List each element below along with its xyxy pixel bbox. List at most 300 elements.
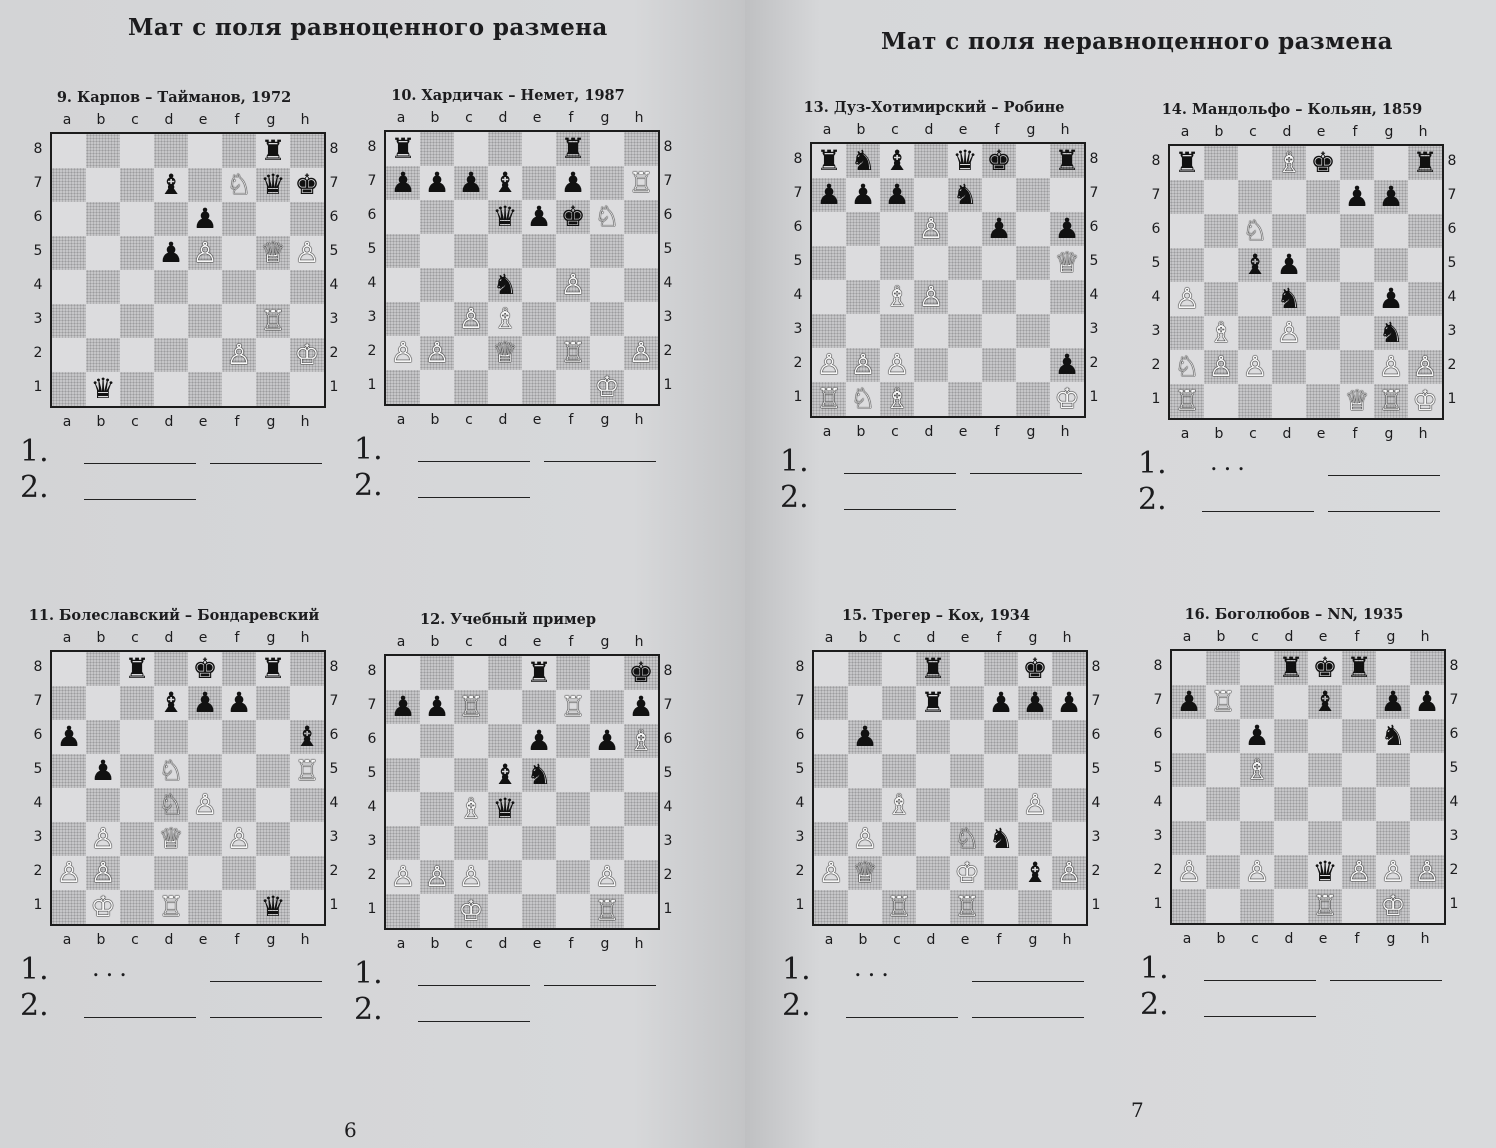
board-square <box>1408 350 1442 384</box>
board-square <box>1410 855 1444 889</box>
rank-label: 2 <box>367 343 377 359</box>
file-label: e <box>532 936 542 952</box>
rank-label: 5 <box>367 765 377 781</box>
board-square <box>522 690 556 724</box>
black-rook-icon: ♜ <box>260 652 286 685</box>
chess-board <box>1168 144 1444 420</box>
board-square <box>386 690 420 724</box>
board-square <box>812 348 846 382</box>
board-square <box>556 370 590 404</box>
white-pawn-icon: ♙ <box>56 856 82 889</box>
board-square <box>814 754 848 788</box>
board-square <box>454 234 488 268</box>
page-number: 6 <box>344 1118 357 1142</box>
board-square <box>256 202 290 236</box>
rank-label: 1 <box>663 901 673 917</box>
board-square <box>624 302 658 336</box>
rank-label: 4 <box>367 799 377 815</box>
white-pawn-icon: ♙ <box>192 236 218 269</box>
white-rook-icon: ♖ <box>560 690 586 723</box>
board-square <box>454 690 488 724</box>
board-square <box>1342 889 1376 923</box>
file-label: e <box>958 122 968 138</box>
board-square <box>590 302 624 336</box>
answer-row-2 <box>14 470 344 506</box>
board-square <box>1206 685 1240 719</box>
board-square <box>52 686 86 720</box>
file-label: g <box>600 936 610 952</box>
move-number: 2. <box>20 470 49 505</box>
board-square <box>488 758 522 792</box>
board-square <box>948 382 982 416</box>
file-label: f <box>568 412 574 428</box>
board-square <box>590 370 624 404</box>
board-square <box>120 788 154 822</box>
file-label: g <box>266 112 276 128</box>
file-label: g <box>266 414 276 430</box>
file-label: b <box>856 424 866 440</box>
rank-label: 5 <box>33 243 43 259</box>
black-knight-icon: ♞ <box>1378 316 1404 349</box>
file-label: g <box>600 110 610 126</box>
board-square <box>814 720 848 754</box>
file-label: b <box>96 630 106 646</box>
board-square <box>86 754 120 788</box>
file-label: g <box>1028 932 1038 948</box>
rank-label: 2 <box>33 345 43 361</box>
board-square <box>154 686 188 720</box>
board-square <box>256 134 290 168</box>
board-square <box>454 656 488 690</box>
answer-blank <box>84 463 196 464</box>
board-square <box>1050 280 1084 314</box>
game-caption: 16. Боголюбов – NN, 1935 <box>1184 606 1404 623</box>
file-label: b <box>858 630 868 646</box>
board-square <box>1172 787 1206 821</box>
black-pawn-icon: ♟ <box>560 166 586 199</box>
black-pawn-icon: ♟ <box>390 166 416 199</box>
answer-blank <box>1202 511 1314 512</box>
board-square <box>522 302 556 336</box>
board-square <box>1342 787 1376 821</box>
board-square <box>982 144 1016 178</box>
board-square <box>522 132 556 166</box>
board-square <box>454 166 488 200</box>
file-labels-top <box>50 628 322 648</box>
file-label: c <box>131 630 139 646</box>
rank-label: 6 <box>663 207 673 223</box>
board-square <box>1050 314 1084 348</box>
board-square <box>1206 719 1240 753</box>
board-square <box>52 304 86 338</box>
board-square <box>86 372 120 406</box>
board-square <box>590 336 624 370</box>
board-square <box>154 856 188 890</box>
board-square <box>950 822 984 856</box>
chess-diagram-10 <box>348 84 673 503</box>
rank-label: 7 <box>33 693 43 709</box>
board-square <box>154 754 188 788</box>
board-square <box>1306 282 1340 316</box>
file-label: c <box>131 414 139 430</box>
file-labels-bottom <box>1168 424 1440 444</box>
board-square <box>86 652 120 686</box>
chess-diagram-11 <box>14 604 339 1023</box>
board-square <box>522 792 556 826</box>
board-square <box>1050 348 1084 382</box>
white-pawn-icon: ♙ <box>884 348 910 381</box>
board-square <box>1206 651 1240 685</box>
board-square <box>386 132 420 166</box>
board-square <box>1170 180 1204 214</box>
board-square <box>488 370 522 404</box>
board-square <box>86 304 120 338</box>
chess-diagram-15 <box>776 604 1101 1023</box>
rank-label: 4 <box>367 275 377 291</box>
white-bishop-icon: ♗ <box>1244 753 1270 786</box>
board-square <box>522 370 556 404</box>
board-square <box>1170 384 1204 418</box>
board-square <box>846 144 880 178</box>
file-label: f <box>568 110 574 126</box>
board-square <box>590 894 624 928</box>
file-label: a <box>824 630 834 646</box>
board-square <box>222 652 256 686</box>
board-square <box>814 652 848 686</box>
file-label: h <box>300 414 310 430</box>
board-square <box>1410 651 1444 685</box>
board-square <box>982 280 1016 314</box>
board-square <box>488 690 522 724</box>
rank-labels-right <box>1442 144 1462 416</box>
board-square <box>420 690 454 724</box>
file-label: e <box>1318 629 1328 645</box>
rank-labels-left <box>28 132 48 404</box>
rank-label: 2 <box>1153 862 1163 878</box>
white-knight-icon: ♘ <box>158 788 184 821</box>
black-rook-icon: ♜ <box>526 656 552 689</box>
white-rook-icon: ♖ <box>628 166 654 199</box>
chess-diagram-9 <box>14 86 339 505</box>
white-pawn-icon: ♙ <box>1412 350 1438 383</box>
rank-labels-right <box>1086 650 1106 922</box>
board-square <box>120 856 154 890</box>
rank-label: 7 <box>1091 693 1101 709</box>
rank-label: 7 <box>1447 187 1457 203</box>
board-square <box>1240 787 1274 821</box>
rank-label: 4 <box>1449 794 1459 810</box>
board-square <box>488 132 522 166</box>
rank-label: 3 <box>1449 828 1459 844</box>
board-square <box>1374 214 1408 248</box>
board-square <box>1308 855 1342 889</box>
board-square <box>154 372 188 406</box>
board-square <box>488 268 522 302</box>
black-pawn-icon: ♟ <box>192 202 218 235</box>
board-square <box>846 178 880 212</box>
board-square <box>120 754 154 788</box>
rank-labels-right <box>1084 142 1104 414</box>
rank-label: 1 <box>1449 896 1459 912</box>
black-queen-icon: ♛ <box>260 890 286 923</box>
rank-label: 2 <box>1151 357 1161 373</box>
board-square <box>120 202 154 236</box>
black-pawn-icon: ♟ <box>1054 348 1080 381</box>
white-pawn-icon: ♙ <box>628 336 654 369</box>
board-square <box>914 246 948 280</box>
white-rook-icon: ♖ <box>594 894 620 927</box>
board-square <box>624 758 658 792</box>
rank-label: 3 <box>1151 323 1161 339</box>
board-square <box>386 166 420 200</box>
board-square <box>1340 180 1374 214</box>
board-square <box>624 132 658 166</box>
black-king-icon: ♚ <box>560 200 586 233</box>
board-square <box>222 754 256 788</box>
board-square <box>882 822 916 856</box>
board-square <box>420 336 454 370</box>
rank-label: 6 <box>367 731 377 747</box>
board-square <box>1306 316 1340 350</box>
board-square <box>386 860 420 894</box>
rank-label: 7 <box>1449 692 1459 708</box>
board-square <box>1408 282 1442 316</box>
board-square <box>624 792 658 826</box>
board-square <box>222 202 256 236</box>
board-square <box>1272 384 1306 418</box>
white-bishop-icon: ♗ <box>492 302 518 335</box>
board-square <box>812 178 846 212</box>
board-square <box>420 792 454 826</box>
board-square <box>52 338 86 372</box>
file-label: h <box>300 112 310 128</box>
white-pawn-icon: ♙ <box>852 822 878 855</box>
board-square <box>914 280 948 314</box>
board-square <box>188 754 222 788</box>
board-square <box>256 754 290 788</box>
white-king-icon: ♔ <box>954 856 980 889</box>
file-labels-bottom <box>384 410 656 430</box>
game-caption: 15. Трегер – Кох, 1934 <box>842 607 1030 624</box>
black-pawn-icon: ♟ <box>1056 686 1082 719</box>
white-king-icon: ♔ <box>1412 384 1438 417</box>
board-square <box>948 280 982 314</box>
black-king-icon: ♚ <box>294 168 320 201</box>
black-king-icon: ♚ <box>628 656 654 689</box>
board-square <box>1340 282 1374 316</box>
black-pawn-icon: ♟ <box>1244 719 1270 752</box>
rank-labels-left <box>1146 144 1166 416</box>
board-square <box>1274 821 1308 855</box>
board-square <box>290 270 324 304</box>
rank-label: 6 <box>793 219 803 235</box>
board-square <box>1172 889 1206 923</box>
board-square <box>256 372 290 406</box>
board-square <box>1340 146 1374 180</box>
board-square <box>846 246 880 280</box>
board-square <box>1376 855 1410 889</box>
white-pawn-icon: ♙ <box>850 348 876 381</box>
white-knight-icon: ♘ <box>954 822 980 855</box>
black-rook-icon: ♜ <box>920 652 946 685</box>
board-square <box>290 856 324 890</box>
board-square <box>880 314 914 348</box>
rank-label: 6 <box>1089 219 1099 235</box>
board-square <box>1374 350 1408 384</box>
board-square <box>188 720 222 754</box>
file-label: a <box>822 424 832 440</box>
file-labels-top <box>50 110 322 130</box>
board-square <box>1340 248 1374 282</box>
board-square <box>86 202 120 236</box>
board-square <box>1240 753 1274 787</box>
rank-label: 7 <box>329 175 339 191</box>
board-square <box>188 788 222 822</box>
rank-label: 7 <box>329 693 339 709</box>
rank-label: 5 <box>793 253 803 269</box>
board-square <box>984 856 1018 890</box>
board-square <box>86 720 120 754</box>
file-label: f <box>568 634 574 650</box>
rank-label: 5 <box>1089 253 1099 269</box>
rank-labels-right <box>324 650 344 922</box>
black-rook-icon: ♜ <box>1278 651 1304 684</box>
black-rook-icon: ♜ <box>920 686 946 719</box>
board-square <box>454 792 488 826</box>
board-square <box>1050 382 1084 416</box>
file-label: e <box>532 110 542 126</box>
file-label: h <box>1418 124 1428 140</box>
board-square <box>222 304 256 338</box>
board-square <box>914 178 948 212</box>
rank-label: 2 <box>329 863 339 879</box>
board-square <box>848 822 882 856</box>
white-bishop-icon: ♗ <box>628 724 654 757</box>
board-square <box>52 788 86 822</box>
board-square <box>256 270 290 304</box>
board-square <box>1050 246 1084 280</box>
board-square <box>222 856 256 890</box>
file-label: h <box>1420 931 1430 947</box>
board-square <box>290 372 324 406</box>
board-square <box>222 686 256 720</box>
white-bishop-icon: ♗ <box>1276 146 1302 179</box>
board-square <box>86 236 120 270</box>
board-square <box>154 822 188 856</box>
game-caption: 11. Болеславский – Бондаревский <box>28 607 320 624</box>
white-queen-icon: ♕ <box>158 822 184 855</box>
board-square <box>1016 280 1050 314</box>
rank-label: 1 <box>793 389 803 405</box>
board-square <box>556 268 590 302</box>
white-queen-icon: ♕ <box>852 856 878 889</box>
board-square <box>188 686 222 720</box>
rank-label: 5 <box>1151 255 1161 271</box>
board-square <box>386 792 420 826</box>
board-square <box>916 754 950 788</box>
black-pawn-icon: ♟ <box>458 166 484 199</box>
board-square <box>1240 685 1274 719</box>
board-square <box>454 860 488 894</box>
file-label: h <box>634 110 644 126</box>
board-square <box>882 720 916 754</box>
board-square <box>1018 822 1052 856</box>
board-square <box>1306 180 1340 214</box>
board-square <box>1408 180 1442 214</box>
board-square <box>814 890 848 924</box>
board-square <box>950 890 984 924</box>
black-queen-icon: ♛ <box>260 168 286 201</box>
board-square <box>1238 282 1272 316</box>
answer-blank <box>418 985 530 986</box>
rank-label: 4 <box>663 799 673 815</box>
white-pawn-icon: ♙ <box>918 212 944 245</box>
board-square <box>948 246 982 280</box>
chess-board <box>384 654 660 930</box>
file-label: a <box>62 630 72 646</box>
board-square <box>1410 685 1444 719</box>
white-rook-icon: ♖ <box>1312 889 1338 922</box>
file-label: a <box>1182 629 1192 645</box>
board-square <box>624 860 658 894</box>
board-square <box>188 304 222 338</box>
board-square <box>846 280 880 314</box>
board-square <box>52 134 86 168</box>
answer-row-2 <box>14 988 344 1024</box>
black-rook-icon: ♜ <box>1412 146 1438 179</box>
rank-labels-left <box>790 650 810 922</box>
white-pawn-icon: ♙ <box>90 856 116 889</box>
file-labels-bottom <box>810 422 1082 442</box>
board-square <box>154 236 188 270</box>
rank-label: 7 <box>663 173 673 189</box>
file-label: a <box>1182 931 1192 947</box>
board-square <box>1016 144 1050 178</box>
black-rook-icon: ♜ <box>124 652 150 685</box>
board-square <box>1170 350 1204 384</box>
board-square <box>386 268 420 302</box>
answer-row-2 <box>1132 482 1462 518</box>
file-label: d <box>924 122 934 138</box>
board-square <box>624 724 658 758</box>
board-square <box>624 166 658 200</box>
file-label: c <box>891 122 899 138</box>
board-square <box>1376 889 1410 923</box>
board-square <box>1052 890 1086 924</box>
board-square <box>950 788 984 822</box>
board-square <box>1340 384 1374 418</box>
white-knight-icon: ♘ <box>158 754 184 787</box>
move-number: 2. <box>354 468 383 503</box>
board-square <box>1240 651 1274 685</box>
ellipsis: ... <box>854 954 895 982</box>
rank-label: 8 <box>793 151 803 167</box>
file-labels-bottom <box>384 934 656 954</box>
black-bishop-icon: ♝ <box>1312 685 1338 718</box>
board-square <box>948 144 982 178</box>
move-number: 1. <box>354 956 383 991</box>
board-square <box>52 202 86 236</box>
answer-lines <box>348 956 678 1028</box>
rank-label: 6 <box>1449 726 1459 742</box>
black-pawn-icon: ♟ <box>158 236 184 269</box>
board-square <box>120 236 154 270</box>
white-pawn-icon: ♙ <box>192 788 218 821</box>
file-label: b <box>430 634 440 650</box>
white-king-icon: ♔ <box>594 370 620 403</box>
file-label: c <box>891 424 899 440</box>
rank-label: 4 <box>1153 794 1163 810</box>
